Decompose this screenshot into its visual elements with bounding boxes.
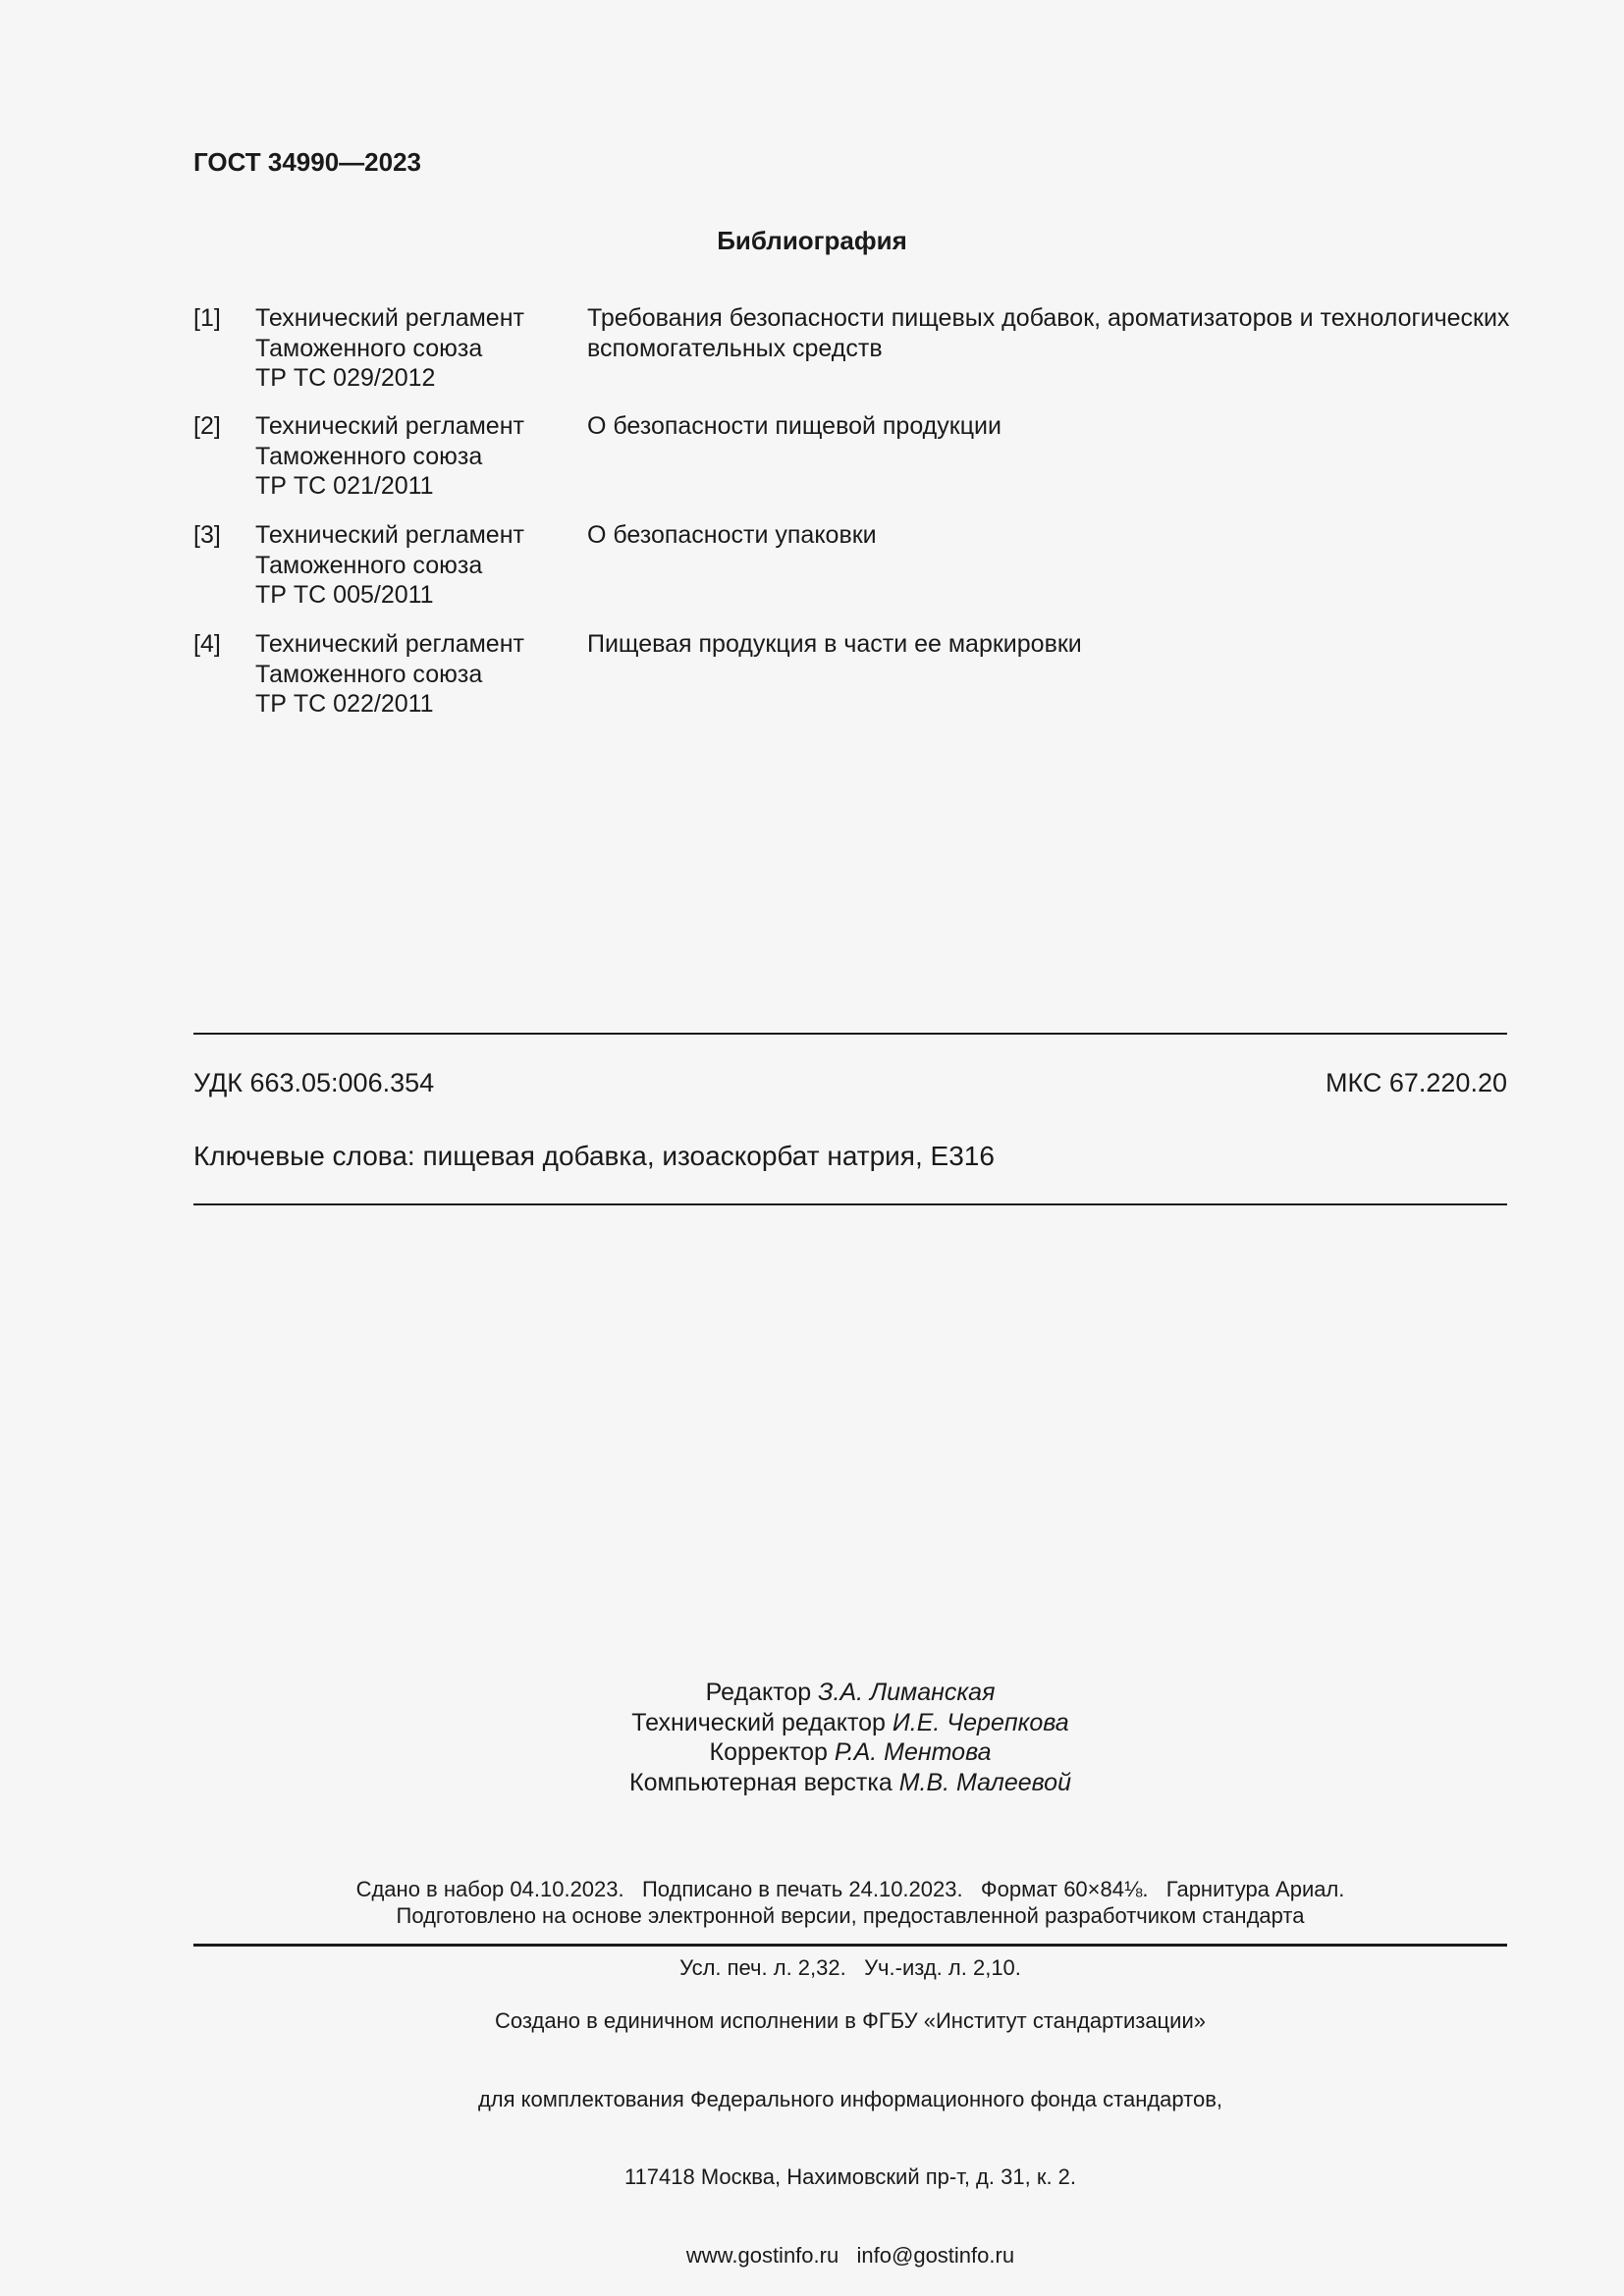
doc-line: ТР ТС 021/2011 — [255, 472, 434, 500]
credit-editor: Редактор З.А. Лиманская — [705, 1679, 996, 1706]
doc-line: ТР ТС 029/2012 — [255, 364, 436, 392]
divider-thick — [193, 1944, 1507, 1947]
entry-number: [1] — [193, 304, 221, 332]
entry-document — [255, 520, 579, 611]
entry-number: [3] — [193, 521, 221, 549]
divider — [193, 1033, 1507, 1035]
credit-proofreader: Корректор Р.А. Ментова — [709, 1738, 992, 1766]
publisher-line: для комплектования Федерального информационного фонда стандартов, — [477, 2086, 1223, 2111]
document-code: ГОСТ 34990—2023 — [193, 147, 421, 177]
divider — [193, 1203, 1507, 1205]
entry-number: [2] — [193, 412, 221, 440]
entry-description: Требования безопасности пищевых добавок, ароматизаторов и технологических вспомогательных средств — [587, 304, 1510, 362]
imprint-line: Усл. печ. л. 2,32. Уч.-изд. л. 2,10. — [679, 1954, 1021, 1980]
doc-line: Таможенного союза — [255, 442, 483, 470]
mks-code: МКС 67.220.20 — [1325, 1068, 1507, 1097]
entry-document — [255, 629, 579, 720]
doc-line: Технический регламент — [255, 630, 524, 658]
udk-code: УДК 663.05:006.354 — [193, 1068, 435, 1097]
entry-document — [255, 303, 579, 394]
doc-line: Таможенного союза — [255, 660, 483, 688]
publisher-line: Создано в единичном исполнении в ФГБУ «Институт стандартизации» — [495, 2008, 1206, 2033]
entry-document — [255, 411, 579, 502]
keywords: Ключевые слова: пищевая добавка, изоаскорбат натрия, Е316 — [193, 1141, 995, 1171]
credit-tech-editor: Технический редактор И.Е. Черепкова — [631, 1708, 1069, 1736]
entry-description: О безопасности упаковки — [587, 521, 877, 549]
credit-layout: Компьютерная верстка М.В. Малеевой — [629, 1768, 1071, 1796]
doc-line: Технический регламент — [255, 412, 524, 440]
bibliography-title: Библиография — [717, 226, 907, 255]
doc-line: Таможенного союза — [255, 334, 483, 362]
prepared-note: Подготовлено на основе электронной версии, предоставленной разработчиком стандарта — [396, 1903, 1305, 1928]
entry-number: [4] — [193, 630, 221, 658]
entry-description: О безопасности пищевой продукции — [587, 412, 1001, 440]
entry-description: Пищевая продукция в части ее маркировки — [587, 630, 1082, 658]
doc-line: Технический регламент — [255, 304, 524, 332]
doc-line: ТР ТС 005/2011 — [255, 581, 434, 609]
doc-line: Технический регламент — [255, 521, 524, 549]
credits — [193, 1678, 1507, 1797]
doc-line: ТР ТС 022/2011 — [255, 690, 434, 718]
publisher-line: 117418 Москва, Нахимовский пр-т, д. 31, к. 2. — [623, 2164, 1077, 2189]
doc-line: Таможенного союза — [255, 551, 483, 579]
publisher-info — [193, 1956, 1507, 2295]
publisher-links[interactable]: www.gostinfo.ru info@gostinfo.ru — [685, 2242, 1015, 2268]
imprint-line: Сдано в набор 04.10.2023. Подписано в печать 24.10.2023. Формат 60×84⅛. Гарнитура Ариал. — [355, 1877, 1345, 1901]
